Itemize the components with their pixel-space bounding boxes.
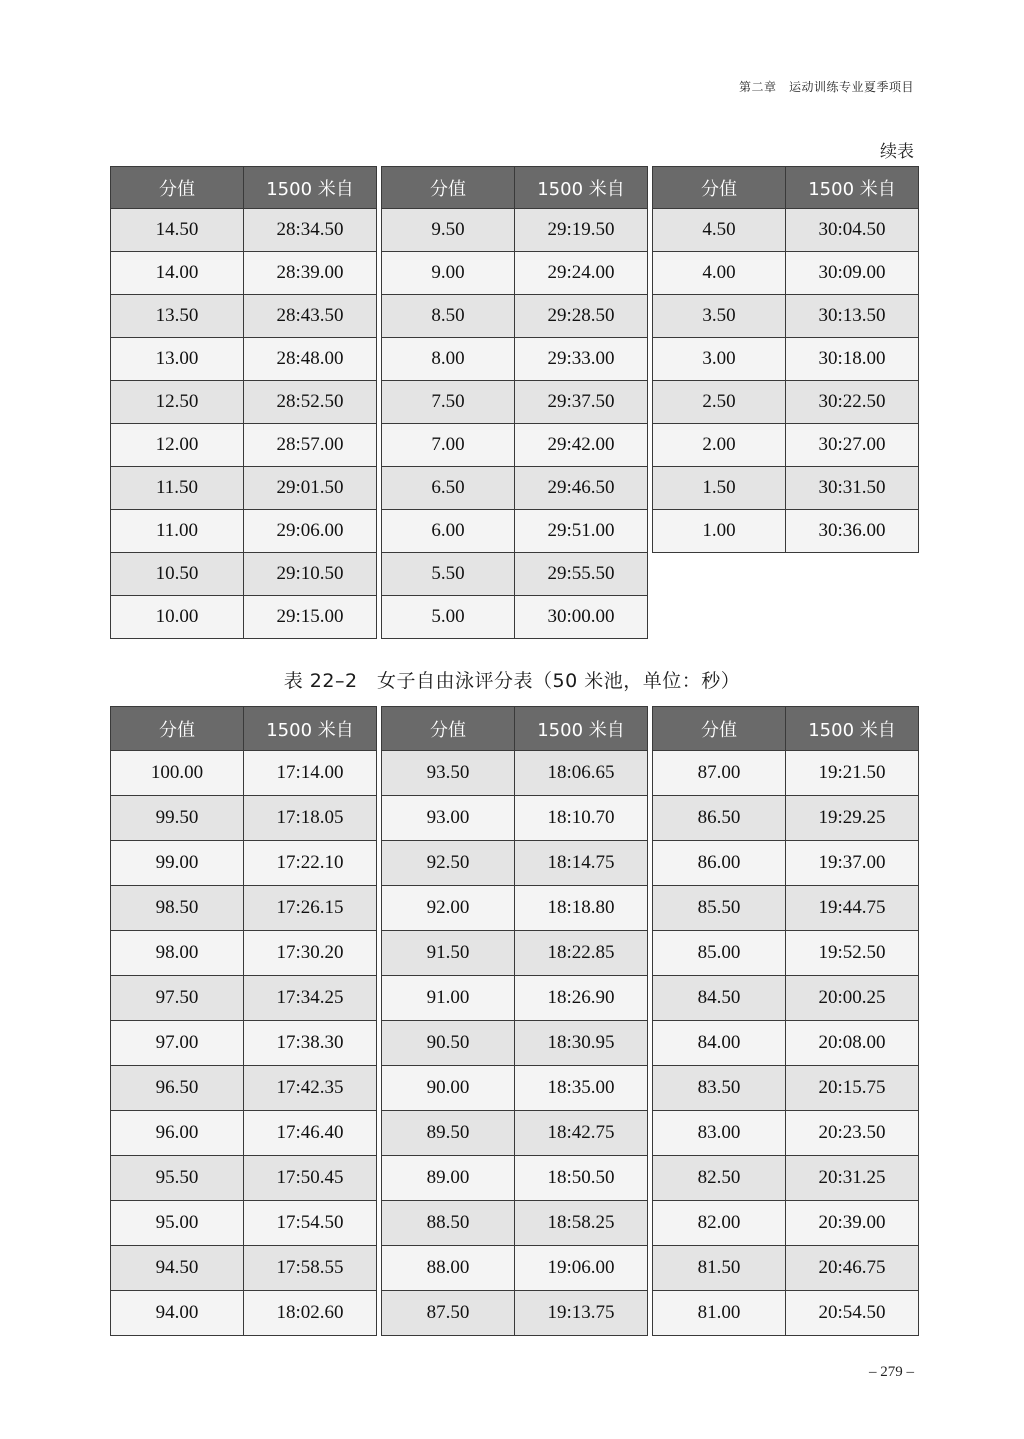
table-row (653, 796, 919, 841)
time-cell: 18:18.80 (515, 886, 648, 931)
table-row (111, 252, 377, 295)
score-cell: 84.00 (653, 1021, 786, 1066)
time-cell: 17:22.10 (244, 841, 377, 886)
table-row (653, 751, 919, 796)
score-cell: 96.00 (111, 1111, 244, 1156)
time-cell: 29:15.00 (244, 596, 377, 639)
score-cell: 93.50 (382, 751, 515, 796)
table-row (653, 510, 919, 553)
table-row (653, 1291, 919, 1336)
time-cell: 17:58.55 (244, 1246, 377, 1291)
table-row (382, 976, 648, 1021)
score-cell: 90.50 (382, 1021, 515, 1066)
time-cell: 19:06.00 (515, 1246, 648, 1291)
time-cell: 20:46.75 (786, 1246, 919, 1291)
score-cell: 14.00 (111, 252, 244, 295)
score-cell: 100.00 (111, 751, 244, 796)
score-cell: 86.50 (653, 796, 786, 841)
table-row (111, 381, 377, 424)
table-row (111, 751, 377, 796)
table-row (382, 252, 648, 295)
score-cell: 91.50 (382, 931, 515, 976)
score-cell: 98.50 (111, 886, 244, 931)
score-cell: 11.00 (111, 510, 244, 553)
score-cell: 90.00 (382, 1066, 515, 1111)
score-cell: 88.50 (382, 1201, 515, 1246)
column-header-1500m-freestyle: 1500 米自 (786, 167, 919, 209)
table-row (653, 1111, 919, 1156)
score-table-2-block-1 (110, 706, 377, 1336)
score-cell: 87.50 (382, 1291, 515, 1336)
table-row (653, 1021, 919, 1066)
table-row (111, 1246, 377, 1291)
score-cell: 10.50 (111, 553, 244, 596)
time-cell: 17:50.45 (244, 1156, 377, 1201)
table-row (382, 510, 648, 553)
table-row (111, 209, 377, 252)
time-cell: 19:13.75 (515, 1291, 648, 1336)
score-cell: 3.00 (653, 338, 786, 381)
time-cell: 20:31.25 (786, 1156, 919, 1201)
table-row (653, 976, 919, 1021)
table-row (111, 841, 377, 886)
table-row (382, 1201, 648, 1246)
column-header-1500m-freestyle: 1500 米自 (786, 707, 919, 751)
table-row (382, 841, 648, 886)
score-cell: 11.50 (111, 467, 244, 510)
time-cell: 29:28.50 (515, 295, 648, 338)
time-cell: 17:54.50 (244, 1201, 377, 1246)
table-row (382, 209, 648, 252)
table-row (382, 424, 648, 467)
score-cell: 89.00 (382, 1156, 515, 1201)
table-row (382, 796, 648, 841)
column-header-score: 分值 (111, 167, 244, 209)
score-cell: 82.50 (653, 1156, 786, 1201)
time-cell: 18:42.75 (515, 1111, 648, 1156)
score-cell: 3.50 (653, 295, 786, 338)
table-row (111, 1066, 377, 1111)
score-cell: 88.00 (382, 1246, 515, 1291)
table-row (111, 976, 377, 1021)
score-cell: 98.00 (111, 931, 244, 976)
time-cell: 28:34.50 (244, 209, 377, 252)
score-cell: 7.00 (382, 424, 515, 467)
time-cell: 18:10.70 (515, 796, 648, 841)
score-cell: 9.50 (382, 209, 515, 252)
time-cell: 20:08.00 (786, 1021, 919, 1066)
score-cell: 83.50 (653, 1066, 786, 1111)
score-cell: 12.50 (111, 381, 244, 424)
score-cell: 1.00 (653, 510, 786, 553)
score-cell: 81.50 (653, 1246, 786, 1291)
score-cell: 81.00 (653, 1291, 786, 1336)
time-cell: 18:14.75 (515, 841, 648, 886)
score-table-2-block-3 (652, 706, 919, 1336)
table-row (653, 381, 919, 424)
time-cell: 18:58.25 (515, 1201, 648, 1246)
time-cell: 19:37.00 (786, 841, 919, 886)
score-cell: 87.00 (653, 751, 786, 796)
score-cell: 6.50 (382, 467, 515, 510)
score-cell: 99.50 (111, 796, 244, 841)
table-row (111, 1111, 377, 1156)
column-header-score: 分值 (382, 707, 515, 751)
time-cell: 18:06.65 (515, 751, 648, 796)
time-cell: 30:22.50 (786, 381, 919, 424)
score-cell: 13.00 (111, 338, 244, 381)
table-row (111, 1201, 377, 1246)
time-cell: 30:09.00 (786, 252, 919, 295)
score-table-1-block-3 (652, 166, 919, 553)
time-cell: 18:02.60 (244, 1291, 377, 1336)
time-cell: 17:14.00 (244, 751, 377, 796)
score-cell: 84.50 (653, 976, 786, 1021)
score-cell: 82.00 (653, 1201, 786, 1246)
time-cell: 28:39.00 (244, 252, 377, 295)
table-row (111, 553, 377, 596)
table-row (382, 886, 648, 931)
table-row (111, 1291, 377, 1336)
time-cell: 19:44.75 (786, 886, 919, 931)
table-row (111, 886, 377, 931)
running-header: 第二章 运动训练专业夏季项目 (738, 80, 914, 94)
table-row (111, 338, 377, 381)
time-cell: 29:46.50 (515, 467, 648, 510)
score-cell: 91.00 (382, 976, 515, 1021)
table-row (653, 209, 919, 252)
time-cell: 17:42.35 (244, 1066, 377, 1111)
time-cell: 30:04.50 (786, 209, 919, 252)
table-row (382, 931, 648, 976)
score-cell: 94.50 (111, 1246, 244, 1291)
time-cell: 29:33.00 (515, 338, 648, 381)
time-cell: 29:42.00 (515, 424, 648, 467)
table-row (111, 1021, 377, 1066)
time-cell: 30:31.50 (786, 467, 919, 510)
time-cell: 29:51.00 (515, 510, 648, 553)
score-cell: 86.00 (653, 841, 786, 886)
score-cell: 5.50 (382, 553, 515, 596)
time-cell: 28:48.00 (244, 338, 377, 381)
score-table-2-block-2 (381, 706, 648, 1336)
score-cell: 93.00 (382, 796, 515, 841)
table-row (111, 1156, 377, 1201)
table-row (382, 1021, 648, 1066)
score-cell: 8.50 (382, 295, 515, 338)
column-header-score: 分值 (382, 167, 515, 209)
score-cell: 8.00 (382, 338, 515, 381)
score-cell: 2.50 (653, 381, 786, 424)
score-cell: 4.00 (653, 252, 786, 295)
table-row (653, 467, 919, 510)
table-row (111, 931, 377, 976)
table-row (653, 1156, 919, 1201)
time-cell: 29:55.50 (515, 553, 648, 596)
table-row (653, 1201, 919, 1246)
column-header-1500m-freestyle: 1500 米自 (515, 707, 648, 751)
score-cell: 85.00 (653, 931, 786, 976)
score-cell: 85.50 (653, 886, 786, 931)
time-cell: 17:34.25 (244, 976, 377, 1021)
score-cell: 9.00 (382, 252, 515, 295)
table-row (111, 796, 377, 841)
score-cell: 97.00 (111, 1021, 244, 1066)
score-cell: 10.00 (111, 596, 244, 639)
score-table-1-block-1 (110, 166, 377, 639)
table-row (382, 467, 648, 510)
score-cell: 7.50 (382, 381, 515, 424)
time-cell: 19:21.50 (786, 751, 919, 796)
score-cell: 4.50 (653, 209, 786, 252)
time-cell: 20:15.75 (786, 1066, 919, 1111)
score-cell: 95.50 (111, 1156, 244, 1201)
table-row (382, 1111, 648, 1156)
time-cell: 29:01.50 (244, 467, 377, 510)
time-cell: 29:10.50 (244, 553, 377, 596)
table-row (653, 252, 919, 295)
time-cell: 28:57.00 (244, 424, 377, 467)
score-cell: 2.00 (653, 424, 786, 467)
table-row (382, 381, 648, 424)
table-row (382, 338, 648, 381)
column-header-score: 分值 (111, 707, 244, 751)
table-row (382, 553, 648, 596)
table-row (382, 295, 648, 338)
time-cell: 17:46.40 (244, 1111, 377, 1156)
column-header-1500m-freestyle: 1500 米自 (515, 167, 648, 209)
time-cell: 30:36.00 (786, 510, 919, 553)
score-cell: 97.50 (111, 976, 244, 1021)
table-row (382, 1291, 648, 1336)
table-row (382, 1156, 648, 1201)
time-cell: 30:18.00 (786, 338, 919, 381)
table-row (111, 596, 377, 639)
table-row (653, 841, 919, 886)
table-row (111, 295, 377, 338)
time-cell: 20:23.50 (786, 1111, 919, 1156)
column-header-score: 分值 (653, 167, 786, 209)
table-row (653, 1246, 919, 1291)
score-cell: 92.50 (382, 841, 515, 886)
time-cell: 19:52.50 (786, 931, 919, 976)
time-cell: 30:27.00 (786, 424, 919, 467)
table-row (653, 424, 919, 467)
time-cell: 18:35.00 (515, 1066, 648, 1111)
time-cell: 30:00.00 (515, 596, 648, 639)
score-cell: 89.50 (382, 1111, 515, 1156)
score-cell: 95.00 (111, 1201, 244, 1246)
column-header-1500m-freestyle: 1500 米自 (244, 167, 377, 209)
score-cell: 83.00 (653, 1111, 786, 1156)
table-row (653, 931, 919, 976)
time-cell: 20:54.50 (786, 1291, 919, 1336)
time-cell: 17:30.20 (244, 931, 377, 976)
continued-label: 续表 (880, 142, 914, 162)
table-row (111, 510, 377, 553)
time-cell: 19:29.25 (786, 796, 919, 841)
score-cell: 6.00 (382, 510, 515, 553)
table-row (653, 338, 919, 381)
score-cell: 13.50 (111, 295, 244, 338)
score-cell: 5.00 (382, 596, 515, 639)
time-cell: 29:37.50 (515, 381, 648, 424)
time-cell: 28:43.50 (244, 295, 377, 338)
column-header-1500m-freestyle: 1500 米自 (244, 707, 377, 751)
time-cell: 18:30.95 (515, 1021, 648, 1066)
time-cell: 20:00.25 (786, 976, 919, 1021)
time-cell: 18:26.90 (515, 976, 648, 1021)
score-table-1-block-2 (381, 166, 648, 639)
time-cell: 18:50.50 (515, 1156, 648, 1201)
table-row (382, 1246, 648, 1291)
time-cell: 30:13.50 (786, 295, 919, 338)
time-cell: 29:24.00 (515, 252, 648, 295)
table-row (111, 467, 377, 510)
table-row (382, 751, 648, 796)
table-row (382, 1066, 648, 1111)
page-number: – 279 – (869, 1364, 914, 1380)
time-cell: 17:38.30 (244, 1021, 377, 1066)
table-title: 表 22–2 女子自由泳评分表（50 米池，单位：秒） (283, 670, 741, 692)
score-cell: 12.00 (111, 424, 244, 467)
time-cell: 17:26.15 (244, 886, 377, 931)
score-cell: 96.50 (111, 1066, 244, 1111)
table-row (382, 596, 648, 639)
time-cell: 29:19.50 (515, 209, 648, 252)
score-cell: 92.00 (382, 886, 515, 931)
time-cell: 29:06.00 (244, 510, 377, 553)
score-cell: 99.00 (111, 841, 244, 886)
time-cell: 18:22.85 (515, 931, 648, 976)
time-cell: 20:39.00 (786, 1201, 919, 1246)
score-cell: 14.50 (111, 209, 244, 252)
table-row (653, 886, 919, 931)
score-cell: 94.00 (111, 1291, 244, 1336)
column-header-score: 分值 (653, 707, 786, 751)
score-cell: 1.50 (653, 467, 786, 510)
table-row (111, 424, 377, 467)
time-cell: 17:18.05 (244, 796, 377, 841)
table-row (653, 295, 919, 338)
time-cell: 28:52.50 (244, 381, 377, 424)
table-row (653, 1066, 919, 1111)
